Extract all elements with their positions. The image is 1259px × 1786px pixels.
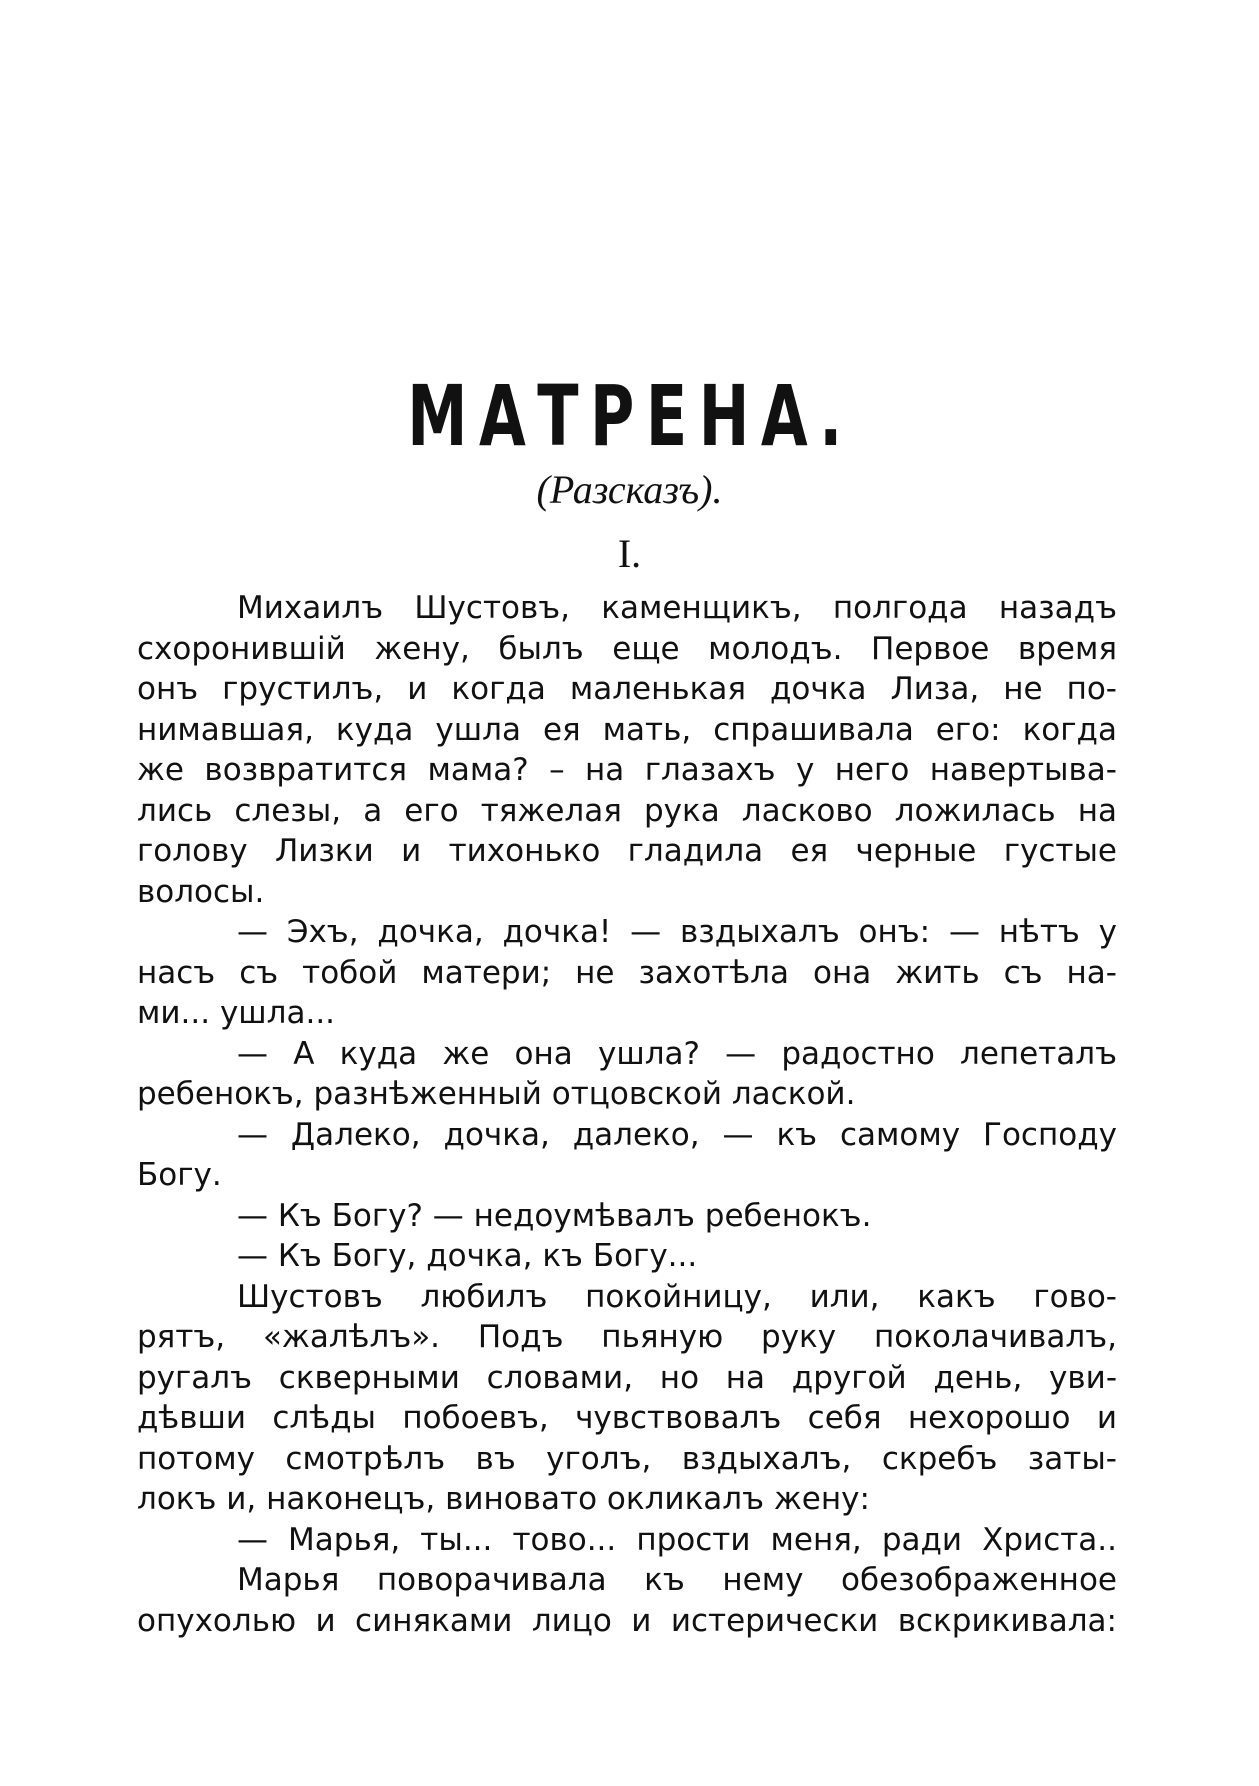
text-line: же возвратится мама? – на глазахъ у него навертыва-: [137, 752, 1117, 788]
text-line: — Къ Богу, дочка, къ Богу...: [237, 1238, 698, 1274]
text-line: локъ и, наконецъ, виновато окликалъ жену:: [137, 1481, 870, 1517]
text-line: дѣвши слѣды побоевъ, чувствовалъ себя нехорошо и: [137, 1400, 1117, 1436]
chapter-number: I.: [617, 531, 642, 576]
text-line: Шустовъ любилъ покойницу, или, какъ гово-: [237, 1278, 1117, 1315]
text-line: нимавшая, куда ушла ея мать, спрашивала его: когда: [137, 711, 1117, 748]
text-line: — Далеко, дочка, далеко, — къ самому Господу: [237, 1116, 1117, 1153]
text-line: голову Лизки и тихонько гладила ея черные густые: [137, 833, 1117, 869]
text-line: онъ грустилъ, и когда маленькая дочка Лиза, не по-: [137, 671, 1117, 707]
text-line: ми... ушла...: [137, 995, 336, 1031]
text-line: схоронившій жену, былъ еще молодъ. Первое время: [137, 630, 1117, 667]
text-line: — Эхъ, дочка, дочка! — вздыхалъ онъ: — нѣтъ у: [237, 914, 1117, 950]
text-line: ругалъ скверными словами, но на другой день, уви-: [137, 1359, 1117, 1396]
story-body: [137, 588, 1117, 1641]
text-line: — Къ Богу? — недоумѣвалъ ребенокъ.: [237, 1197, 872, 1234]
text-line: волосы.: [137, 873, 265, 910]
text-line: — Марья, ты... тово... прости меня, ради Христа..: [237, 1521, 1117, 1558]
text-line: рятъ, «жалѣлъ». Подъ пьяную руку поколачивалъ,: [137, 1319, 1117, 1355]
text-line: Богу.: [137, 1157, 222, 1193]
text-line: насъ съ тобой матери; не захотѣла она жить съ на-: [137, 954, 1117, 991]
story-title: МАТРЕНА.: [407, 367, 854, 465]
text-line: лись слезы, а его тяжелая рука ласково ложилась на: [137, 792, 1117, 829]
text-line: Марья поворачивала къ нему обезображенное: [237, 1562, 1117, 1598]
story-subtitle: (Разсказъ).: [536, 467, 723, 512]
text-line: Михаилъ Шустовъ, каменщикъ, полгода назадъ: [237, 590, 1117, 626]
text-line: потому смотрѣлъ въ уголъ, вздыхалъ, скребъ заты-: [137, 1440, 1117, 1477]
text-line: ребенокъ, разнѣженный отцовской лаской.: [137, 1076, 856, 1112]
text-line: — А куда же она ушла? — радостно лепеталъ: [237, 1035, 1117, 1072]
text-line: опухолью и синяками лицо и истерически вскрикивала:: [137, 1602, 1117, 1639]
